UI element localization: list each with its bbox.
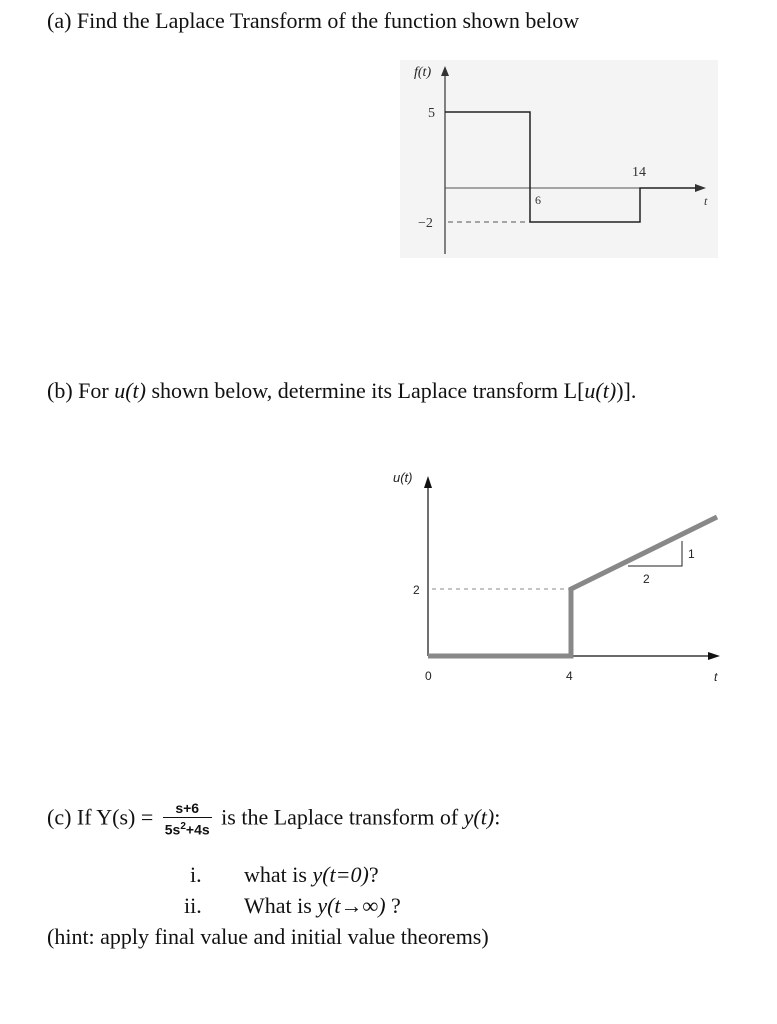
part-b-prompt-prefix: (b) For	[47, 378, 115, 403]
part-b-function-curve	[428, 517, 717, 656]
part-a-tick-14: 14	[632, 165, 646, 180]
part-a-tick-neg2: −2	[418, 216, 433, 231]
part-c-item-ii-marker: ii.	[184, 893, 202, 918]
part-c-denominator-a: 5s	[164, 821, 181, 838]
part-c-suffix-a: is the Laplace transform of	[215, 804, 464, 830]
part-c-item-i	[190, 862, 379, 888]
part-c-item-i-text-b: ?	[368, 862, 379, 887]
part-b-x-label: t	[714, 670, 718, 684]
part-b-t-axis-arrow	[708, 652, 720, 660]
part-a-tick-6: 6	[535, 193, 541, 207]
part-b-tick-0: 0	[425, 669, 432, 683]
part-c-suffix-var: y(t)	[463, 804, 495, 830]
part-b-slope-run: 2	[643, 572, 650, 586]
part-c-numerator: s+6	[163, 800, 212, 818]
part-b-prompt-middle: shown below, determine its Laplace transform L[	[145, 378, 585, 403]
part-c-suffix-b: :	[494, 804, 501, 830]
part-a-tick-5: 5	[428, 106, 435, 121]
part-c-denominator-b: +4s	[185, 821, 210, 838]
part-b-prompt-var: u(t)	[114, 378, 146, 403]
part-b-tick-4: 4	[566, 669, 573, 683]
part-b-slope-rise: 1	[688, 547, 695, 561]
part-b-prompt-suffix: )].	[616, 378, 637, 403]
part-c-statement	[47, 800, 500, 839]
part-c-item-ii-text-a: What is	[244, 893, 318, 918]
part-c-hint-text: (hint: apply final value and initial value theorems)	[47, 924, 489, 949]
part-c-item-ii-text-b: ?	[385, 893, 401, 918]
part-a-y-label: f(t)	[414, 65, 432, 80]
part-b-prompt-var2: u(t)	[584, 378, 617, 403]
part-c-item-ii-expr: y(t→∞)	[317, 893, 386, 918]
part-c-item-i-expr: y(t=0)	[312, 862, 369, 887]
part-c-denominator-exp: 2	[180, 821, 186, 832]
part-c-denominator	[163, 818, 212, 839]
part-c-fraction	[163, 800, 212, 839]
part-b-tick-2: 2	[413, 583, 420, 597]
part-c-item-i-marker: i.	[190, 862, 202, 887]
part-a-prompt-text: (a) Find the Laplace Transform of the function shown below	[47, 8, 580, 33]
part-c-prefix: (c) If Y(s) =	[47, 804, 154, 830]
part-b-y-label: u(t)	[393, 470, 413, 485]
part-c-item-ii	[184, 893, 401, 919]
part-a-x-label: t	[704, 194, 708, 208]
part-b-slope-triangle	[628, 541, 682, 566]
part-b-y-axis-arrow	[424, 476, 432, 488]
part-c-item-i-text-a: what is	[244, 862, 313, 887]
part-c-hint	[47, 924, 489, 950]
